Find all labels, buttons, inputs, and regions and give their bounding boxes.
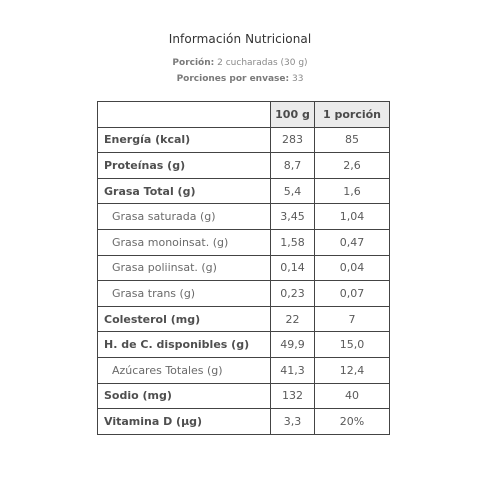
table-row — [98, 409, 390, 435]
nutrition-table — [97, 101, 390, 435]
table-header-row — [98, 102, 390, 128]
nutrient-name: Energía (kcal) — [98, 127, 271, 153]
nutrient-name: Sodio (mg) — [98, 383, 271, 409]
value-per-100g: 1,58 — [271, 229, 315, 255]
nutrient-name: Azúcares Totales (g) — [98, 357, 271, 383]
table-row — [98, 357, 390, 383]
table-row — [98, 127, 390, 153]
header-empty-cell — [98, 102, 271, 128]
servings-per-container-value: 33 — [291, 74, 304, 84]
nutrient-name: Vitamina D (µg) — [98, 409, 271, 435]
value-per-100g: 22 — [271, 306, 315, 332]
table-row — [98, 229, 390, 255]
nutrient-name: Proteínas (g) — [98, 153, 271, 179]
value-per-100g: 283 — [271, 127, 315, 153]
nutrient-name: Grasa monoinsat. (g) — [98, 229, 271, 255]
nutrient-name: H. de C. disponibles (g) — [98, 332, 271, 358]
value-per-100g: 3,3 — [271, 409, 315, 435]
value-per-serving: 0,47 — [315, 229, 390, 255]
column-header-per-100g: 100 g — [271, 102, 315, 128]
value-per-100g: 132 — [271, 383, 315, 409]
value-per-100g: 0,14 — [271, 255, 315, 281]
table-row — [98, 332, 390, 358]
table-row — [98, 383, 390, 409]
value-per-serving: 7 — [315, 306, 390, 332]
value-per-100g: 49,9 — [271, 332, 315, 358]
nutrient-name: Grasa saturada (g) — [98, 204, 271, 230]
column-header-per-serving: 1 porción — [315, 102, 390, 128]
serving-size-line — [0, 58, 480, 68]
serving-size-value: 2 cucharadas (30 g) — [217, 58, 308, 68]
table-row — [98, 255, 390, 281]
value-per-100g: 3,45 — [271, 204, 315, 230]
value-per-serving: 12,4 — [315, 357, 390, 383]
table-row — [98, 153, 390, 179]
page-title: Información Nutricional — [168, 32, 312, 46]
value-per-serving: 1,6 — [315, 178, 390, 204]
table-row — [98, 204, 390, 230]
nutrient-name: Colesterol (mg) — [98, 306, 271, 332]
value-per-serving: 2,6 — [315, 153, 390, 179]
nutrient-name: Grasa poliinsat. (g) — [98, 255, 271, 281]
servings-per-container-line — [0, 74, 480, 84]
value-per-100g: 41,3 — [271, 357, 315, 383]
value-per-serving: 20% — [315, 409, 390, 435]
value-per-serving: 40 — [315, 383, 390, 409]
value-per-serving: 85 — [315, 127, 390, 153]
table-row — [98, 306, 390, 332]
value-per-100g: 5,4 — [271, 178, 315, 204]
value-per-serving: 0,04 — [315, 255, 390, 281]
table-row — [98, 281, 390, 307]
value-per-serving: 15,0 — [315, 332, 390, 358]
serving-size-label: Porción: — [172, 58, 215, 68]
value-per-100g: 8,7 — [271, 153, 315, 179]
servings-per-container-label: Porciones por envase: — [176, 74, 290, 84]
value-per-serving: 0,07 — [315, 281, 390, 307]
value-per-100g: 0,23 — [271, 281, 315, 307]
table-row — [98, 178, 390, 204]
value-per-serving: 1,04 — [315, 204, 390, 230]
nutrient-name: Grasa Total (g) — [98, 178, 271, 204]
nutrient-name: Grasa trans (g) — [98, 281, 271, 307]
